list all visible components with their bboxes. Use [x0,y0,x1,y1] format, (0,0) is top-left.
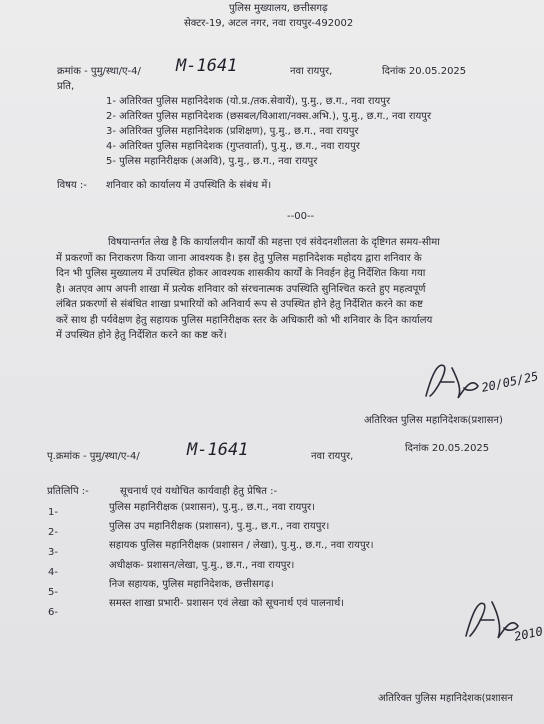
copy-item-text: सहायक पुलिस महानिरीक्षक (प्रशासन / लेखा), पु.मु., छ.ग., नवा रायपुर। [109,540,374,551]
ref2-number-handwritten: M-1641 [187,440,249,460]
body-line: लंबित प्रकरणों से संबंधित शाखा प्रभारियों को अनिवार्य रूप से उपस्थित होने हेतु निर्देशित करने का कष्ट [56,299,423,310]
ref-date: दिनांक 20.05.2025 [382,66,467,77]
body-line: में प्रकरणों का निराकरण किया जाना आवश्यक है। इस हेतु पुलिस महानिदेशक महोदय द्वारा शनिवार के [56,252,422,264]
signatory-1: अतिरिक्त पुलिस महानिदेशक(प्रशासन) [364,415,503,426]
copy-item-number: 3- [48,547,58,558]
signatory-2: अतिरिक्त पुलिस महानिदेशक(प्रशासन [378,693,513,704]
recipient-item: 3- अतिरिक्त पुलिस महानिदेशक (प्रशिक्षण), पु.मु., छ.ग., नवा रायपुर [106,126,359,137]
ref2-prefix: पृ.क्रमांक - पुमु/स्था/ए-4/ [47,451,140,462]
copy-label: प्रतिलिपि :- [47,486,89,497]
recipient-item: 2- अतिरिक्त पुलिस महानिदेशक (छसबल/विआशा/नक्स.अभि.), पु.मु., छ.ग., नवा रायपुर [106,111,432,122]
to-label: प्रति, [57,81,75,92]
ref-prefix: क्रमांक - पुमु/स्था/ए-4/ [57,66,141,77]
body-line: दिन भी पुलिस मुख्यालय में उपस्थित होकर आवश्यक शासकीय कार्यों के निवर्हन हेतु निर्देशित किया गया [56,268,426,279]
copy-item-text: समस्त शाखा प्रभारी- प्रशासन एवं लेखा को सूचनार्थ एवं पालनार्थ। [109,598,345,609]
body-line: है। अतएव आप अपनी शाखा में प्रत्येक शनिवार को संरचनात्मक उपस्थिति सुनिश्चित करते हुए महत्वपूर्ण [56,283,426,295]
copy-intro: सूचनार्थ एवं यथोचित कार्यवाही हेतु प्रेषित :- [120,486,278,497]
copy-item-number: 4- [48,567,58,578]
ref-place: नवा रायपुर, [290,66,333,77]
recipient-item: 5- पुलिस महानिरीक्षक (अअवि), पु.मु., छ.ग., नवा रायपुर [106,156,318,167]
body-line: विषयान्तर्गत लेख है कि कार्यालयीन कार्यों की महत्ता एवं संवेदनशीलता के दृष्टिगत समय-सीमा [108,237,440,248]
copy-item-text: पुलिस महानिरीक्षक (प्रशासन), पु.मु., छ.ग., नवा रायपुर। [109,502,315,513]
body-paragraph [56,235,526,344]
copy-item-text: अधीक्षक- प्रशासन/लेखा, पु.मु., छ.ग., नवा रायपुर। [109,560,295,571]
copy-item-number: 1- [48,507,58,518]
signature-1-date: 20/05/25 [480,369,540,395]
copy-item-text: निज सहायक, पुलिस महानिदेशक, छत्तीसगढ़। [109,579,274,590]
recipient-item: 4- अतिरिक्त पुलिस महानिदेशक (गुप्तवार्ता), पु.मु., छ.ग., नवा रायपुर [106,141,360,152]
copy-item-number: 6- [48,607,58,618]
recipient-item: 1- अतिरिक्त पुलिस महानिदेशक (यो.प्र./तक.सेवायें), पु.मु., छ.ग., नवा रायपुर [106,96,391,107]
separator: --00-- [287,211,315,222]
copy-item-number: 5- [48,587,58,598]
ref2-date: दिनांक 20.05.2025 [405,443,490,454]
copy-item-number: 2- [48,527,58,538]
header-office-name: पुलिस मुख्यालय, छत्तीसगढ़ [229,3,328,14]
copy-item-text: पुलिस उप महानिरीक्षक (प्रशासन), पु.मु., छ.ग., नवा रायपुर। [109,521,330,532]
signature-2-date: 2010 [512,624,544,644]
subject-text: शनिवार को कार्यालय में उपस्थिति के संबंध में। [106,180,272,191]
ref2-place: नवा रायपुर, [311,451,354,462]
body-line: करें साथ ही पर्यवेक्षण हेतु सहायक पुलिस महानिरीक्षक स्तर के अधिकारी को भी शनिवार के दिन कार्यालय [56,314,433,326]
ref-number-handwritten: M-1641 [176,56,238,76]
body-line: में उपस्थित होने हेतु निर्देशित करने का कष्ट करें। [56,330,227,341]
subject-label: विषय :- [57,180,87,191]
header-address: सेक्टर-19, अटल नगर, नवा रायपुर-492002 [184,18,354,29]
